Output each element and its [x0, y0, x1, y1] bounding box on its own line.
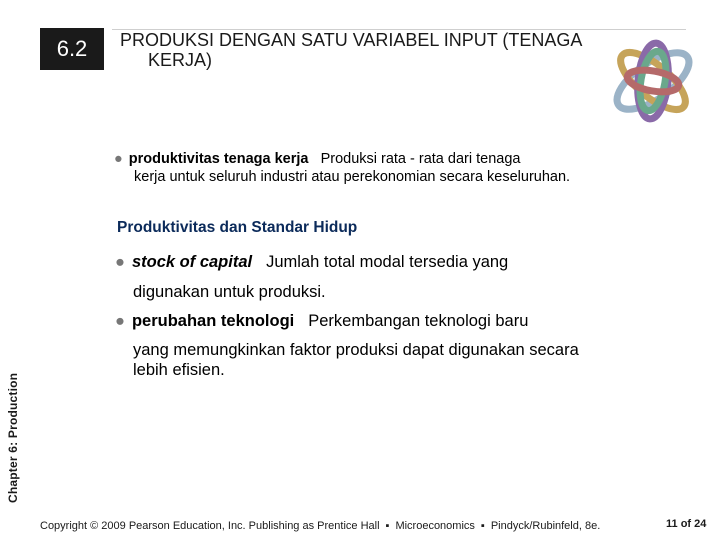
- section-subheading: Produktivitas dan Standar Hidup: [117, 219, 358, 236]
- bullet-text-rest: digunakan untuk produksi.: [133, 283, 326, 301]
- bullet-text-rest: yang memungkinkan faktor produksi dapat digunakan secara lebih efisien.: [133, 341, 579, 379]
- page-total: 24: [694, 518, 707, 530]
- book-title: Microeconomics: [395, 520, 475, 532]
- decorative-rings-logo: [598, 26, 708, 136]
- bullet-marker: ●: [115, 312, 125, 330]
- footer-separator: ▪: [385, 520, 390, 532]
- book-authors: Pindyck/Rubinfeld, 8e.: [490, 520, 601, 532]
- footer-copyright: [40, 520, 600, 532]
- footer-separator: ▪: [480, 520, 485, 532]
- definition-term: produktivitas tenaga kerja: [128, 151, 309, 167]
- bullet-term: perubahan teknologi: [131, 312, 295, 330]
- bullet-item-perubahan-teknologi: [115, 310, 615, 380]
- page-current: 11: [666, 518, 678, 530]
- definition-text-rest: kerja untuk seluruh industri atau perekonomian secara keseluruhan.: [134, 169, 571, 185]
- bullet-marker: ●: [114, 151, 123, 167]
- bullet-marker: ●: [115, 253, 125, 271]
- copyright-text: Copyright © 2009 Pearson Education, Inc. Publishing as Prentice Hall: [40, 520, 380, 532]
- bullet-term: stock of capital: [131, 253, 253, 271]
- bullet-text-line1: Perkembangan teknologi baru: [308, 312, 529, 330]
- slide-title: [120, 30, 660, 70]
- chapter-label: Chapter 6: Production: [6, 372, 20, 503]
- slide-title-line1: PRODUKSI DENGAN SATU VARIABEL INPUT (TENAGA: [120, 30, 583, 50]
- page-number: [666, 518, 706, 530]
- definition-paragraph: [114, 150, 584, 186]
- page-of: of: [680, 518, 692, 530]
- section-number: 6.2: [40, 28, 104, 70]
- bullet-item-stock-of-capital: [115, 251, 615, 303]
- bullet-text-line1: Jumlah total modal tersedia yang: [266, 253, 509, 271]
- definition-text-line1: Produksi rata - rata dari tenaga: [320, 151, 521, 167]
- slide-title-line2: KERJA): [148, 50, 213, 70]
